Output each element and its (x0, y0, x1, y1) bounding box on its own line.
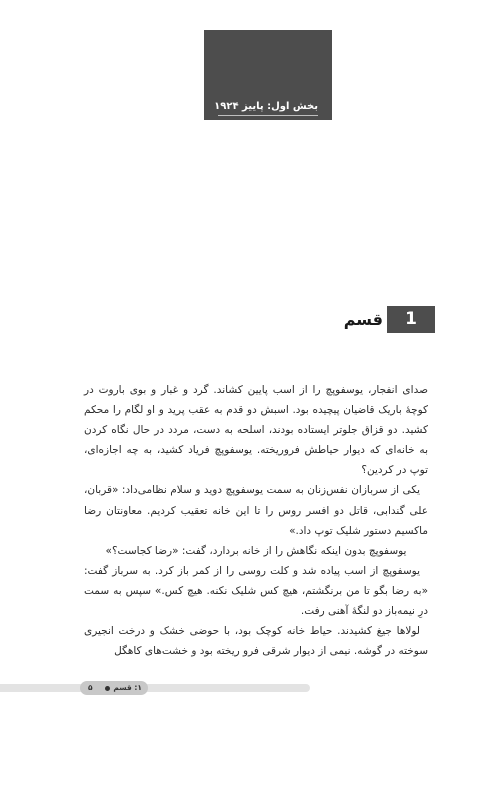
part-title-block (204, 30, 332, 120)
chapter-heading (342, 306, 435, 333)
part-title: بخش اول: پاییز ۱۹۲۴ (214, 101, 318, 112)
chapter-title: قسم (343, 310, 383, 329)
bullet-icon (105, 686, 110, 691)
footer-bar (0, 684, 310, 692)
body-text (84, 380, 428, 661)
part-title-underline (218, 115, 318, 116)
paragraph: یوسفوپچ بدون اینکه نگاهش را از خانه بردارد، گفت: «رضا کجاست؟» (105, 544, 407, 557)
paragraph: یکی از سربازان نفس‌زنان به سمت یوسفوپچ دوید و سلام نظامی‌داد: «قربان، علی گندابی، قاتل دو افسر روس را تا این خانه تعقیب کردیم. معاونتان رضا ماکسیم دستور شلیک توپ داد.» (84, 484, 428, 537)
footer-page-indicator (80, 681, 148, 695)
chapter-number-box (387, 306, 435, 333)
paragraph: یوسفوپچ از اسب پیاده شد و کلت روسی را از کمر باز کرد. به سرباز گفت: «به رضا بگو تا من برنگشتم، هیچ کس شلیک نکنه. هیچ کس.» سپس به سمت درِ نیمه‌باز دو لنگهٔ آهنی رفت. (84, 564, 428, 618)
page-number: ۵ (88, 683, 93, 692)
chapter-number: 1 (405, 309, 417, 329)
paragraph: لولاها جیغ کشیدند. حیاط خانه کوچک بود، با حوضی خشک و درخت انجیری سوخته در گوشه. نیمی از دیوار شرقی فرو ریخته بود و خشت‌های کاهگل (84, 625, 428, 658)
paragraph: صدای انفجار، یوسفوپچ را از اسب پایین کشاند. گرد و غبار و بوی باروت در کوچهٔ باریک قاضیان پیچیده بود. اسبش دو قدم به عقب پرید و او لگام را محکم کشید. دو قزاق جلوتر ایستاده بودند، اسلحه به دست، مردد در حال نگاه کردن به خانه‌ای که دیوار حیاطش فروریخته. یوسفوپچ فریاد کشید، به چه اجازه‌ای، توپ در کردین؟ (84, 384, 428, 477)
footer-chapter-label: ۱: قسم (113, 683, 142, 692)
